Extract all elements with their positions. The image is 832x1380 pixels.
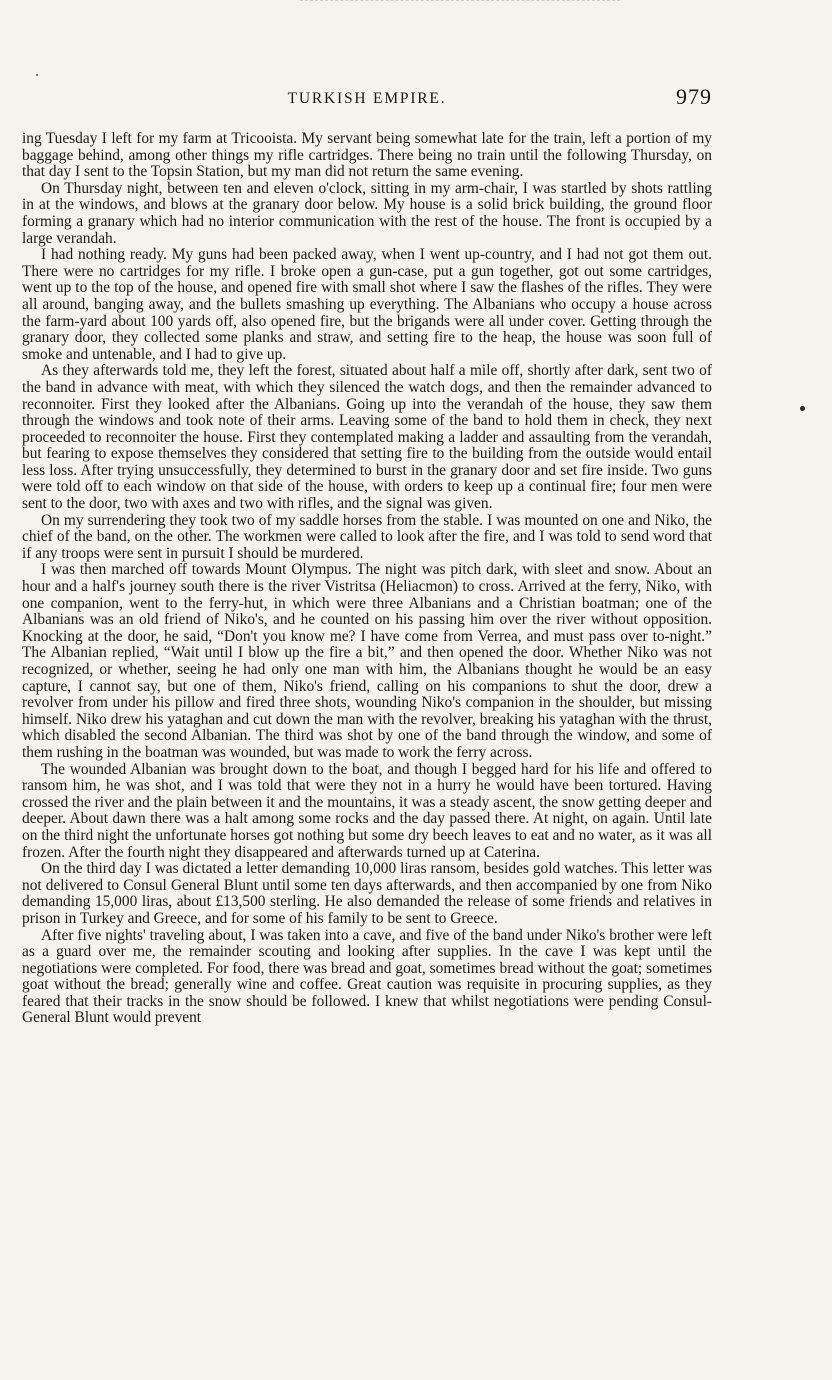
- paragraph-5: On my surrendering they took two of my saddle horses from the stable. I was mounted on one and Niko, the chief of the band, on the other. The workmen were called to look after the fire, and I was told to send word that if any troops were sent in pursuit I should be murdered.: [22, 511, 712, 562]
- paragraph-1: ing Tuesday I left for my farm at Tricooista. My servant being somewhat late for the train, left a portion of my baggage behind, among other things my rifle cartridges. There being no train until the following Thursday, on that day I sent to the Topsin Station, but my man did not return the same evening.: [22, 130, 712, 181]
- body-text: [22, 131, 712, 1027]
- paragraph-8: On the third day I was dictated a letter demanding 10,000 liras ransom, besides gold watches. This letter was not delivered to Consul General Blunt until some ten days afterwards, and then accompanied by one from Niko demanding 15,000 liras, about £13,500 sterling. He also demanded the release of some friends and relatives in prison in Turkey and Greece, and for some of his family to be sent to Greece.: [22, 860, 712, 927]
- page-header: [22, 84, 712, 114]
- paragraph-9: After five nights' traveling about, I was taken into a cave, and five of the band under Niko's brother were left as a guard over me, the remainder scouting and looking after supplies. In the cave I was kept until the negotiations were completed. For food, there was bread and goat, sometimes bread without the goat; sometimes goat without the bread; generally wine and coffee. Great caution was requisite in procuring supplies, as they feared that their tracks in the snow should be followed. I knew that whilst negotiations were pending Consul-General Blunt would prevent: [22, 926, 712, 1027]
- paragraph-6: I was then marched off towards Mount Olympus. The night was pitch dark, with sleet and snow. About an hour and a half's journey south there is the river Vistritsa (Heliacmon) to cross. Arrived at the ferry, Niko, with one companion, went to the ferry-hut, in which were three Albanians and a Christian boatman; one of the Albanians was an old friend of Niko's, and he counted on his passing him over the river without opposition. Knocking at the door, he said, “Don't you know me? I have come from Verrea, and must pass over to-night.” The Albanian replied, “Wait until I blow up the fire a bit,” and then opened the door. Whether Niko was not recognized, or whether, seeing he had only one man with him, the Albanians thought he would be an easy capture, I cannot say, but one of them, Niko's friend, calling on his companions to shut the door, drew a revolver from under his pillow and fired three shots, wounding Niko's companion in the shoulder, but missing himself. Niko drew his yataghan and cut down the man with the revolver, breaking his yataghan with the thrust, which disabled the second Albanian. The third was shot by one of the band through the window, and some of them rushing in the boatman was wounded, but was made to work the ferry across.: [22, 561, 712, 761]
- paragraph-7: The wounded Albanian was brought down to the boat, and though I begged hard for his life and offered to ransom him, he was shot, and I was told that were they not in a hurry he would have been tortured. Having crossed the river and the plain between it and the mountains, it was a steady ascent, the snow getting deeper and deeper. About dawn there was a halt among some rocks and the day passed there. At night, on again. Until late on the third night the unfortunate horses got nothing but some dry beech leaves to eat and no water, as it was all frozen. After the fourth night they disappeared and afterwards turned up at Caterina.: [22, 760, 712, 861]
- page-number: 979: [676, 84, 712, 109]
- scan-edge-mark: [300, 0, 620, 3]
- margin-ink-dot: [800, 406, 805, 411]
- scan-speck: [36, 74, 38, 76]
- paragraph-4: As they afterwards told me, they left the forest, situated about half a mile off, shortly after dark, sent two of the band in advance with meat, with which they silenced the watch dogs, and then the remainder advanced to reconnoiter. First they looked after the Albanians. Going up into the verandah of the house, they saw them through the windows and took note of their arms. Leaving some of the band to hold them in check, they next proceeded to reconnoiter the house. First they contemplated making a ladder and assaulting from the verandah, but fearing to expose themselves they considered that setting fire to the building from the outside would entail less loss. After trying unsuccessfully, they determined to burst in the granary door and set fire inside. Two guns were told off to each window on that side of the house, with orders to keep up a continual fire; four men were sent to the door, two with axes and two with rifles, and the signal was given.: [22, 362, 712, 513]
- paragraph-2: On Thursday night, between ten and eleven o'clock, sitting in my arm-chair, I was startled by shots rattling in at the windows, and blows at the granary door below. My house is a solid brick building, the ground floor forming a granary which had no interior communication with the rest of the house. The front is occupied by a large verandah.: [22, 179, 712, 247]
- running-title: TURKISH EMPIRE.: [287, 90, 447, 107]
- paragraph-3: I had nothing ready. My guns had been packed away, when I went up-country, and I had not got them out. There were no cartridges for my rifle. I broke open a gun-case, put a gun together, got out some cartridges, went up to the top of the house, and opened fire with small shot where I saw the flashes of the rifles. They were all around, banging away, and the bullets smashing up everything. The Albanians who occupy a house across the farm-yard about 100 yards off, also opened fire, but the brigands were all under cover. Getting through the granary door, they collected some planks and straw, and setting fire to the heap, the house was soon full of smoke and untenable, and I had to give up.: [22, 246, 712, 363]
